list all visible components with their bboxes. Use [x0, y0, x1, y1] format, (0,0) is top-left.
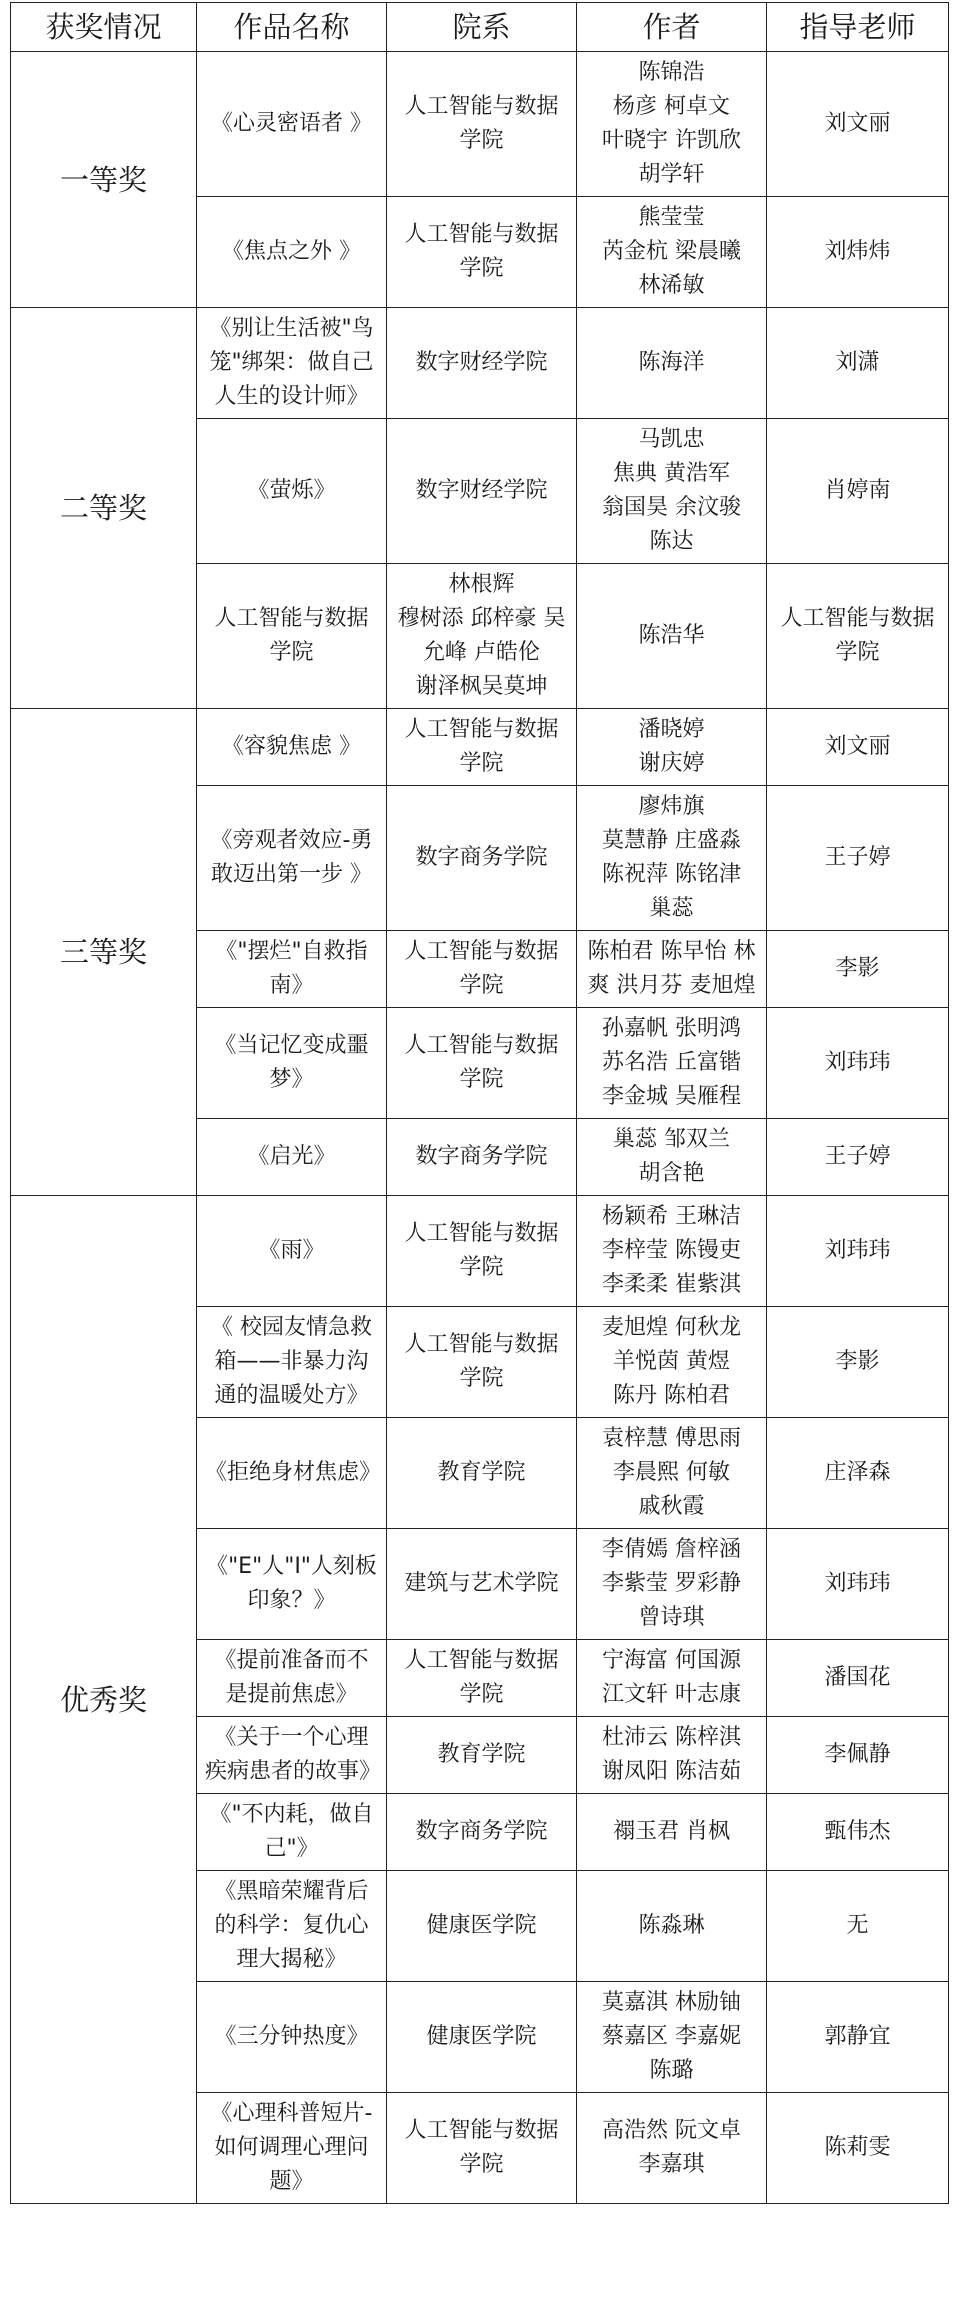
- advisor: 郭静宜: [767, 1982, 949, 2093]
- authors: 孙嘉帆 张明鸿 苏名浩 丘富锴 李金城 吴雁程: [577, 1008, 767, 1119]
- department: 人工智能与数据学院: [387, 52, 577, 197]
- work-name: 《容貌焦虑 》: [197, 709, 387, 786]
- advisor: 刘文丽: [767, 52, 949, 197]
- authors: 李倩嫣 詹梓涵 李紫莹 罗彩静 曾诗琪: [577, 1529, 767, 1640]
- authors: 陈浩华: [577, 564, 767, 709]
- authors: 熊莹莹 芮金杭 梁晨曦 林浠敏: [577, 197, 767, 308]
- authors: 陈海洋: [577, 308, 767, 419]
- advisor: 刘玮玮: [767, 1529, 949, 1640]
- department: 人工智能与数据学院: [387, 1640, 577, 1717]
- table-row: [11, 1196, 949, 1307]
- advisor: 王子婷: [767, 1119, 949, 1196]
- department: 人工智能与数据学院: [387, 1307, 577, 1418]
- table-row: [11, 308, 949, 419]
- department: 健康医学院: [387, 1982, 577, 2093]
- advisor: 刘炜炜: [767, 197, 949, 308]
- award-level: 一等奖: [11, 52, 197, 308]
- authors: 陈锦浩 杨彦 柯卓文 叶晓宇 许凯欣 胡学轩: [577, 52, 767, 197]
- department: 数字财经学院: [387, 308, 577, 419]
- department: 教育学院: [387, 1418, 577, 1529]
- work-name: 《旁观者效应-勇敢迈出第一步 》: [197, 786, 387, 931]
- department: 健康医学院: [387, 1871, 577, 1982]
- work-name: 《"E"人"I"人刻板印象？》: [197, 1529, 387, 1640]
- advisor: 刘文丽: [767, 709, 949, 786]
- authors: 潘晓婷 谢庆婷: [577, 709, 767, 786]
- advisor: 肖婷南: [767, 419, 949, 564]
- advisor: 庄泽森: [767, 1418, 949, 1529]
- work-name: 《心灵密语者 》: [197, 52, 387, 197]
- work-name: 《心理科普短片-如何调理心理问题》: [197, 2093, 387, 2204]
- authors: 莫嘉淇 林励铀 蔡嘉区 李嘉妮 陈璐: [577, 1982, 767, 2093]
- work-name: 《雨》: [197, 1196, 387, 1307]
- table-row: [11, 709, 949, 786]
- department: 教育学院: [387, 1717, 577, 1794]
- work-name: 《关于一个心理疾病患者的故事》: [197, 1717, 387, 1794]
- work-name: 《黑暗荣耀背后的科学：复仇心理大揭秘》: [197, 1871, 387, 1982]
- awards-table: [10, 2, 949, 2204]
- authors: 禤玉君 肖枫: [577, 1794, 767, 1871]
- work-name: 《别让生活被"鸟笼"绑架：做自己人生的设计师》: [197, 308, 387, 419]
- work-name: 《"不内耗，做自己"》: [197, 1794, 387, 1871]
- authors: 巢蕊 邹双兰 胡含艳: [577, 1119, 767, 1196]
- advisor: 刘潇: [767, 308, 949, 419]
- authors: 麦旭煌 何秋龙 羊悦茵 黄煜 陈丹 陈柏君: [577, 1307, 767, 1418]
- authors: 袁梓慧 傅思雨 李晨熙 何敏 戚秋霞: [577, 1418, 767, 1529]
- header-authors: 作者: [577, 3, 767, 52]
- department: 人工智能与数据学院: [387, 709, 577, 786]
- award-level: 二等奖: [11, 308, 197, 709]
- department: 建筑与艺术学院: [387, 1529, 577, 1640]
- authors: 杨颖希 王琳洁 李梓莹 陈镘吏 李柔柔 崔紫淇: [577, 1196, 767, 1307]
- department: 数字商务学院: [387, 786, 577, 931]
- header-work-name: 作品名称: [197, 3, 387, 52]
- header-row: [11, 3, 949, 52]
- award-level: 三等奖: [11, 709, 197, 1196]
- advisor: 潘国花: [767, 1640, 949, 1717]
- authors: 陈柏君 陈早怡 林爽 洪月芬 麦旭煌: [577, 931, 767, 1008]
- advisor: 人工智能与数据学院: [767, 564, 949, 709]
- authors: 宁海富 何国源 江文轩 叶志康: [577, 1640, 767, 1717]
- department: 人工智能与数据学院: [387, 931, 577, 1008]
- advisor: 刘玮玮: [767, 1196, 949, 1307]
- advisor: 李影: [767, 931, 949, 1008]
- work-name: 《焦点之外 》: [197, 197, 387, 308]
- authors: 廖炜旗 莫慧静 庄盛淼 陈祝萍 陈铭津 巢蕊: [577, 786, 767, 931]
- advisor: 刘玮玮: [767, 1008, 949, 1119]
- header-department: 院系: [387, 3, 577, 52]
- award-level: 优秀奖: [11, 1196, 197, 2204]
- department: 人工智能与数据学院: [387, 1196, 577, 1307]
- table-body: [11, 52, 949, 2204]
- department: 人工智能与数据学院: [387, 2093, 577, 2204]
- work-name: 《拒绝身材焦虑》: [197, 1418, 387, 1529]
- advisor: 王子婷: [767, 786, 949, 931]
- work-name: 《三分钟热度》: [197, 1982, 387, 2093]
- work-name: 《提前准备而不是提前焦虑》: [197, 1640, 387, 1717]
- header-award: 获奖情况: [11, 3, 197, 52]
- department: 数字商务学院: [387, 1119, 577, 1196]
- department: 数字财经学院: [387, 419, 577, 564]
- advisor: 李影: [767, 1307, 949, 1418]
- work-name: 《"摆烂"自救指南》: [197, 931, 387, 1008]
- work-name: 《 校园友情急救箱——非暴力沟通的温暖处方》: [197, 1307, 387, 1418]
- department: 人工智能与数据学院: [387, 197, 577, 308]
- header-advisor: 指导老师: [767, 3, 949, 52]
- authors: 高浩然 阮文卓 李嘉琪: [577, 2093, 767, 2204]
- advisor: 甄伟杰: [767, 1794, 949, 1871]
- department: 数字商务学院: [387, 1794, 577, 1871]
- department: 林根辉 穆树添 邱梓豪 吴允峰 卢皓伦 谢泽枫吴莫坤: [387, 564, 577, 709]
- work-name: 《当记忆变成噩梦》: [197, 1008, 387, 1119]
- work-name: 《萤烁》: [197, 419, 387, 564]
- table-row: [11, 52, 949, 197]
- work-name: 人工智能与数据学院: [197, 564, 387, 709]
- advisor: 无: [767, 1871, 949, 1982]
- authors: 杜沛云 陈梓淇 谢凤阳 陈洁茹: [577, 1717, 767, 1794]
- authors: 马凯忠 焦典 黄浩军 翁国昊 余汶骏 陈达: [577, 419, 767, 564]
- work-name: 《启光》: [197, 1119, 387, 1196]
- advisor: 李佩静: [767, 1717, 949, 1794]
- department: 人工智能与数据学院: [387, 1008, 577, 1119]
- advisor: 陈莉雯: [767, 2093, 949, 2204]
- authors: 陈淼琳: [577, 1871, 767, 1982]
